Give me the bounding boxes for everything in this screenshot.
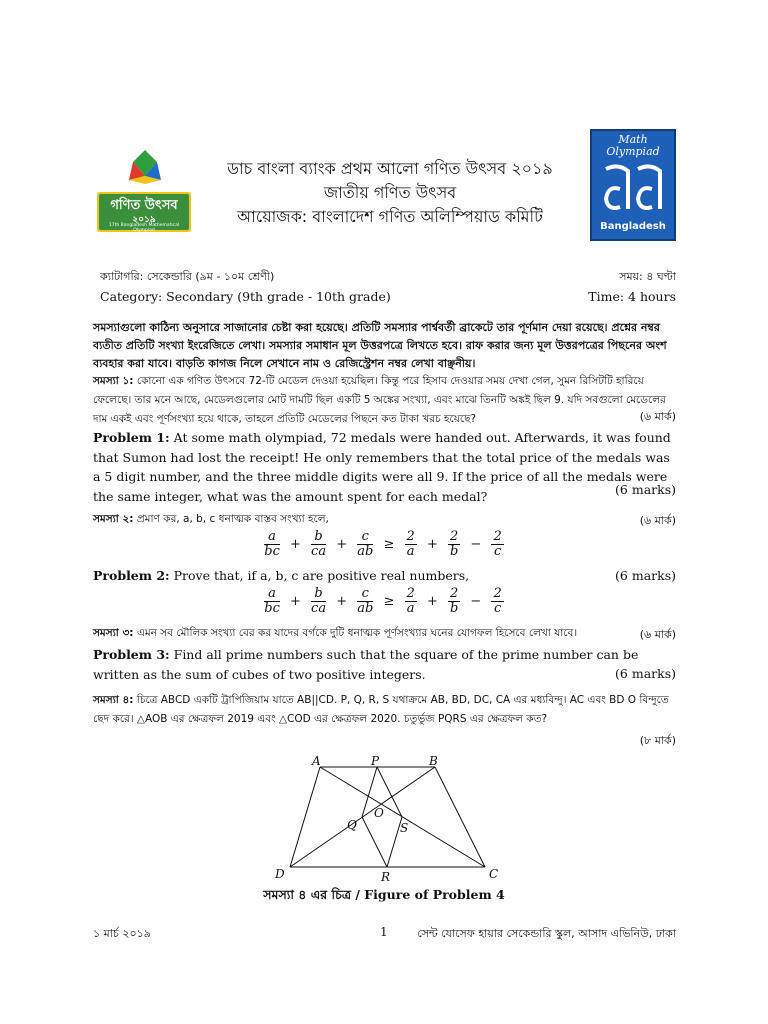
logo-line2: Olympiad xyxy=(606,145,660,158)
problem-2-en-text: Prove that, if a, b, c are positive real numbers, xyxy=(173,568,470,583)
inequality-formula xyxy=(200,530,568,559)
ganit-utsob-logo xyxy=(93,146,195,234)
frac-den: ab xyxy=(357,601,374,616)
frac-num: c xyxy=(357,587,373,602)
problem-3-bn-label: সমস্যা ৩: xyxy=(93,627,134,639)
problem-1-bn-marks: (৬ মার্ক) xyxy=(639,410,676,423)
geq-sign: ≥ xyxy=(383,594,395,609)
plus-sign: + xyxy=(290,537,301,552)
category-bn: ক্যাটাগরি: সেকেন্ডারি (৯ম - ১০ম শ্রেণী) xyxy=(100,270,275,283)
side-ad xyxy=(290,767,320,867)
problem-2-en xyxy=(93,566,676,586)
problem-1-en-marks: (6 marks) xyxy=(615,482,676,497)
footer-date: ১ মার্চ ২০১৯ xyxy=(93,927,151,940)
math-olympiad-logo xyxy=(590,129,676,241)
problem-2-bn xyxy=(93,510,676,529)
logo-emblem xyxy=(598,161,668,219)
frac-den: a xyxy=(406,544,415,559)
problem-3-en-label: Problem 3: xyxy=(93,647,170,662)
problem-1-en xyxy=(93,428,676,506)
label-q: Q xyxy=(347,818,357,832)
frac-num: 2 xyxy=(493,529,502,544)
inequality-formula-en xyxy=(200,587,568,616)
frac-num: 2 xyxy=(406,586,415,601)
problem-4-bn-marks: (৮ মার্ক) xyxy=(639,734,676,747)
problem-3-bn xyxy=(93,624,613,643)
frac-num: 2 xyxy=(406,529,415,544)
frac-num: 2 xyxy=(450,529,459,544)
logo-text: গণিত উৎসব xyxy=(110,198,178,213)
problem-1-en-label: Problem 1: xyxy=(93,430,170,445)
frac-den: b xyxy=(449,544,459,559)
plus-sign: + xyxy=(426,594,438,609)
minus-sign: − xyxy=(470,594,482,609)
problem-4-bn-label: সমস্যা ৪: xyxy=(93,694,134,706)
label-p: P xyxy=(371,755,380,768)
page-number: 1 xyxy=(380,925,388,939)
frac-num: c xyxy=(357,530,373,545)
label-r: R xyxy=(381,870,391,884)
frac-den: b xyxy=(449,601,459,616)
problem-1-bn-text: কোনো এক গণিত উৎসবে 72-টি মেডেল দেওয়া হয়েছিল। কিন্তু পরে হিসাব দেওয়ার সময় দেখা গেল, সুমন রিসিটটি হারিয়ে ফেলেছে। তার মনে আছে, মেডেলগুলোর মোট দামটি ছিল একটি 5 অঙ্কের সংখ্যা, এবং মাঝে তিনটি অঙ্কই ছিল 9. যদি সবগুলো মেডেলের দাম একই এবং পূর্ণসংখ্যা হয়ে থাকে, তাহলে প্রতিটি মেডেলের পিছনে কত টাকা খরচ হয়েছে? xyxy=(93,375,666,425)
instructions: সমস্যাগুলো কাঠিন্য অনুসারে সাজানোর চেষ্টা করা হয়েছে। প্রতিটি সমস্যার পার্শ্ববর্তী ব্রাকেটে তার পূর্ণমান দেয়া রয়েছে। প্রশ্নের নম্বর ব্যতীত প্রতিটি সংখ্যা ইংরেজিতে লেখা। সমস্যার সমাধান মূল উত্তরপত্রে লিখতে হবে। রাফ করার জন্য মূল উত্তরপত্রের পিছনের অংশ ব্যবহার করা যাবে। বাড়তি কাগজ নিলে সেখানে নাম ও রেজিস্ট্রেশন নম্বর লেখা বাঞ্ছনীয়। xyxy=(93,321,667,370)
problem-3-bn-text: এমন সব মৌলিক সংখ্যা বের কর যাদের বর্গকে দুটি ধনাত্মক পূর্ণসংখ্যার ঘনের যোগফল হিসেবে লেখা যাবে। xyxy=(136,627,578,639)
frac-den: c xyxy=(493,601,502,616)
problem-3-en-text: Find all prime numbers such that the square of the prime number can be written as the sum of cubes of two positive integers. xyxy=(93,647,639,682)
problem-3-bn-marks: (৬ মার্ক) xyxy=(639,628,676,641)
problem-2-en-label: Problem 2: xyxy=(93,568,170,583)
organizer-line: আয়োজক: বাংলাদেশ গণিত অলিম্পিয়াড কমিটি xyxy=(237,207,543,226)
label-a: A xyxy=(312,755,321,768)
problem-1-en-text: At some math olympiad, 72 medals were handed out. Afterwards, it was found that Sumon had lost the receipt! He only remembers that the total price of the medals was a 5 digit number, and the three middle digits were all 9. If the price of all the medals were the same integer, what was the amount spent for each medal? xyxy=(93,430,671,504)
problem-1-bn xyxy=(93,372,676,429)
frac-num: b xyxy=(311,587,326,602)
plus-sign: + xyxy=(290,594,301,609)
frac-den: bc xyxy=(264,601,280,616)
problem-3-en xyxy=(93,645,676,684)
problem-2-bn-text: প্রমাণ কর, a, b, c ধনাত্মক বাস্তব সংখ্যা হলে, xyxy=(136,513,329,525)
frac-num: a xyxy=(264,530,280,545)
problem-2-bn-label: সমস্যা ২: xyxy=(93,513,134,525)
logo-subtitle: 17th Bangladesh Mathematical Olympiad xyxy=(108,223,180,233)
frac-num: b xyxy=(311,530,326,545)
label-d: D xyxy=(275,867,285,881)
geq-sign: ≥ xyxy=(383,537,395,552)
plus-sign: + xyxy=(336,537,348,552)
logo-line1: Math xyxy=(618,133,648,146)
frac-den: ca xyxy=(311,544,327,559)
frac-num: 2 xyxy=(493,586,502,601)
event-title: ডাচ বাংলা ব্যাংক প্রথম আলো গণিত উৎসব ২০১৯ xyxy=(227,159,553,178)
problem-3-en-marks: (6 marks) xyxy=(615,666,676,681)
problem-2-en-marks: (6 marks) xyxy=(615,568,676,583)
event-subtitle: জাতীয় গণিত উৎসব xyxy=(323,183,457,202)
label-b: B xyxy=(429,755,438,768)
problem-1-bn-label: সমস্যা ১: xyxy=(93,375,134,387)
figure-caption: সমস্যা ৪ এর চিত্র / Figure of Problem 4 xyxy=(263,887,505,902)
frac-den: ab xyxy=(357,544,374,559)
category-en: Category: Secondary (9th grade - 10th grade) xyxy=(100,289,391,304)
frac-den: bc xyxy=(264,544,280,559)
problem-4-bn xyxy=(93,691,676,729)
label-o: O xyxy=(374,806,384,820)
frac-num: 2 xyxy=(450,586,459,601)
time-en: Time: 4 hours xyxy=(588,289,676,304)
frac-den: ca xyxy=(311,601,327,616)
frac-num: a xyxy=(264,587,280,602)
label-s: S xyxy=(400,821,409,835)
logo-country: Bangladesh xyxy=(600,221,666,232)
frac-den: a xyxy=(406,601,415,616)
problem-4-bn-text: চিত্রে ABCD একটি ট্রাপিজিয়াম যাতে AB||CD. P, Q, R, S যথাক্রমে AB, BD, DC, CA এর মধ্যবিন্দু। AC এবং BD O বিন্দুতে ছেদ করে। △AOB এর ক্ষেত্রফল 2019 এবং △COD এর ক্ষেত্রফল 2020. চতুর্ভুজ PQRS এর ক্ষেত্রফল কত? xyxy=(93,694,669,725)
plus-sign: + xyxy=(426,537,438,552)
logo-year: ২০১৯ xyxy=(132,215,156,225)
segment-qr xyxy=(362,817,387,867)
trapezium-figure xyxy=(270,755,510,885)
plus-sign: + xyxy=(336,594,348,609)
label-c: C xyxy=(489,867,499,881)
frac-den: c xyxy=(493,544,502,559)
time-bn: সময়: ৪ ঘণ্টা xyxy=(619,270,676,283)
footer-venue: সেন্ট যোসেফ হায়ার সেকেন্ডারি স্কুল, আসাদ এভিনিউ, ঢাকা xyxy=(417,927,676,940)
minus-sign: − xyxy=(470,537,482,552)
problem-2-bn-marks: (৬ মার্ক) xyxy=(639,514,676,527)
